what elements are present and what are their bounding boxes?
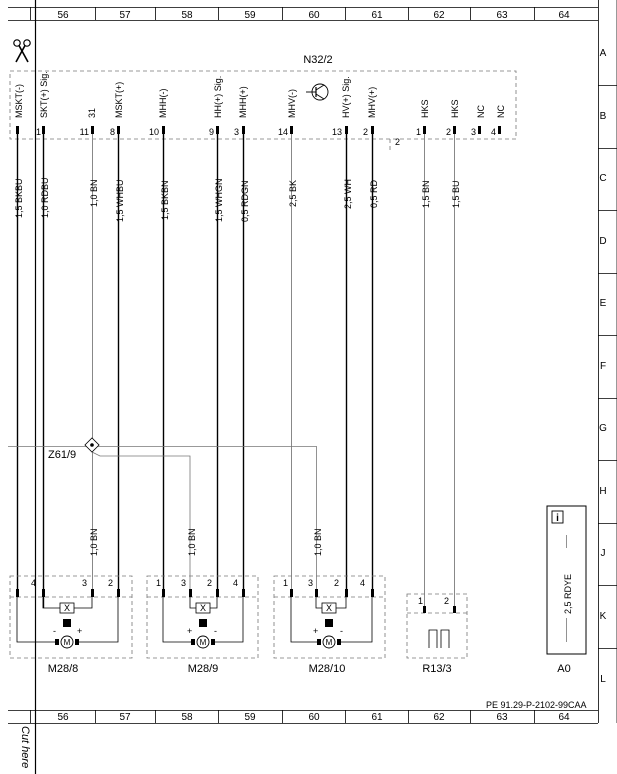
pin-number: 1 (415, 127, 421, 137)
pin-number: 2 (394, 137, 400, 147)
motor-icon (55, 636, 79, 648)
pin-signal: NC (496, 105, 506, 118)
splice-label: Z61/9 (48, 449, 77, 461)
motor-m28-8 (10, 576, 132, 675)
motor-pin: 4 (233, 578, 239, 588)
row-label: B (599, 111, 607, 122)
motor-pin: 2 (207, 578, 213, 588)
doc-reference: PE 91.29-P-2102-99CAA (486, 700, 587, 710)
header-pin-numbers (36, 127, 496, 147)
pin-signal: MHV(-) (287, 89, 297, 118)
pin-signal: 31 (87, 107, 97, 118)
pin-number: 2 (362, 127, 368, 137)
pin-number: 10 (148, 127, 159, 137)
sensor-glyph: X (325, 603, 333, 613)
sensor-glyph: X (199, 603, 207, 613)
motor-name: M28/8 (47, 663, 79, 675)
wire-label: 2,5 WH (343, 178, 353, 209)
motor-pin: 1 (283, 578, 289, 588)
col-label: 63 (496, 10, 508, 21)
resistor-pin: 1 (418, 596, 424, 606)
pin-number: 14 (277, 127, 288, 137)
motor-minus: - (340, 626, 343, 636)
row-label: F (599, 361, 607, 372)
motor-pin: 3 (82, 578, 88, 588)
pin-number: 8 (109, 127, 115, 137)
resistor-r13-3 (407, 594, 467, 675)
sensor-glyph: X (63, 603, 71, 613)
pin-signal: MHH(+) (238, 86, 248, 118)
component-a0 (547, 506, 586, 675)
col-label: 57 (119, 712, 131, 723)
pin-number: 9 (208, 127, 214, 137)
pin-signal: MSKT(+) (114, 81, 124, 118)
col-label: 60 (308, 712, 320, 723)
col-label: 62 (433, 712, 445, 723)
col-label: 56 (57, 10, 69, 21)
transistor-icon (306, 84, 328, 100)
row-label: E (599, 298, 607, 309)
wire-label: 1,5 WHGN (214, 178, 224, 222)
col-label: 60 (308, 10, 320, 21)
resistor-pin: 2 (444, 596, 450, 606)
wire-label: 1,5 BU (451, 180, 461, 208)
a0-wire-label: 2,5 RDYE (563, 573, 573, 614)
row-label: K (599, 611, 607, 622)
motor-m28-10 (274, 576, 385, 675)
motor-icon (317, 636, 341, 648)
col-label: 58 (181, 10, 193, 21)
pin-signal: HKS (420, 99, 430, 118)
motor-plus: + (187, 626, 193, 636)
motor-plus: + (77, 626, 83, 636)
row-labels (599, 48, 607, 685)
wires (8, 134, 455, 608)
pin-number: 3 (470, 127, 476, 137)
pin-signal: HKS (450, 99, 460, 118)
column-labels-bottom (57, 712, 570, 723)
pin-signal: MHV(+) (367, 86, 377, 118)
wire-label: 1,5 BKBN (160, 180, 170, 220)
row-label: A (599, 48, 607, 59)
pin-signal: HV(+) Sig. (341, 76, 351, 118)
pin-number: 2 (445, 127, 451, 137)
col-label: 64 (558, 10, 570, 21)
pin-number: 4 (490, 127, 496, 137)
pin-number: 11 (79, 127, 89, 137)
motor-pin: 1 (156, 578, 162, 588)
motor-pin: 4 (360, 578, 366, 588)
row-label: L (600, 674, 606, 685)
wire-label: 0,5 RD (369, 179, 379, 208)
motor-plus: + (313, 626, 319, 636)
col-label: 64 (558, 712, 570, 723)
pin-signal: NC (476, 105, 486, 118)
pin-signal: HH(+) Sig. (213, 75, 223, 118)
scissors-icon (14, 40, 30, 62)
info-icon (552, 511, 563, 524)
motor-pin: 4 (31, 578, 37, 588)
cut-here-label: Cut here (19, 726, 31, 769)
motor-pin: 3 (181, 578, 187, 588)
motor-minus: - (214, 626, 217, 636)
motor-pin: 2 (108, 578, 114, 588)
pin-signal: MSKT(-) (14, 84, 24, 118)
col-label: 61 (371, 712, 383, 723)
wire-label: 0,5 RDGN (240, 180, 250, 222)
column-labels-top (57, 10, 570, 21)
col-label: 59 (244, 712, 256, 723)
wire-label: 1,0 BN (313, 528, 323, 556)
row-label: J (600, 548, 606, 559)
motor-glyph: M (325, 638, 333, 647)
connector-title: N32/2 (303, 54, 333, 66)
motor-pin: 2 (334, 578, 340, 588)
motor-name: M28/10 (308, 663, 346, 675)
frame (8, 0, 617, 774)
a0-name: A0 (557, 663, 571, 675)
pin-number: 1 (35, 127, 41, 137)
col-label: 61 (371, 10, 383, 21)
wire-label: 1,0 BN (89, 528, 99, 556)
col-label: 56 (57, 712, 69, 723)
motor-glyph: M (199, 638, 207, 647)
pin-signal: SKT(+) Sig. (39, 71, 49, 118)
row-label: C (599, 173, 607, 184)
motor-glyph: M (63, 638, 71, 647)
motor-name: M28/9 (187, 663, 219, 675)
wire-label: 1,5 BKBU (14, 178, 24, 218)
splice-z61-9 (48, 438, 99, 461)
row-label: D (599, 236, 607, 247)
wire-label: 1,0 BN (89, 179, 99, 207)
header-pins (14, 71, 506, 118)
pin-signal: MHH(-) (158, 88, 168, 118)
motor-icon (191, 636, 215, 648)
col-label: 58 (181, 712, 193, 723)
col-label: 63 (496, 712, 508, 723)
motor-m28-9 (147, 576, 258, 675)
wire-label: 1,0 BN (187, 528, 197, 556)
row-label: G (599, 423, 607, 434)
col-label: 62 (433, 10, 445, 21)
col-label: 59 (244, 10, 256, 21)
col-label: 57 (119, 10, 131, 21)
wire-labels (14, 177, 461, 556)
motor-minus: - (53, 626, 56, 636)
wire-label: 1,5 BN (421, 180, 431, 208)
pin-number: 3 (233, 127, 239, 137)
row-label: H (599, 486, 607, 497)
resistor-name: R13/3 (422, 663, 452, 675)
connector-n32-2 (10, 54, 516, 152)
wire-label: 2,5 BK (288, 179, 298, 207)
motor-pin: 3 (308, 578, 314, 588)
pin-number: 13 (331, 127, 342, 137)
wire-label: 1,0 RDBU (40, 177, 50, 218)
wire-label: 1,5 WHBU (115, 179, 125, 222)
info-glyph: i (556, 513, 559, 524)
